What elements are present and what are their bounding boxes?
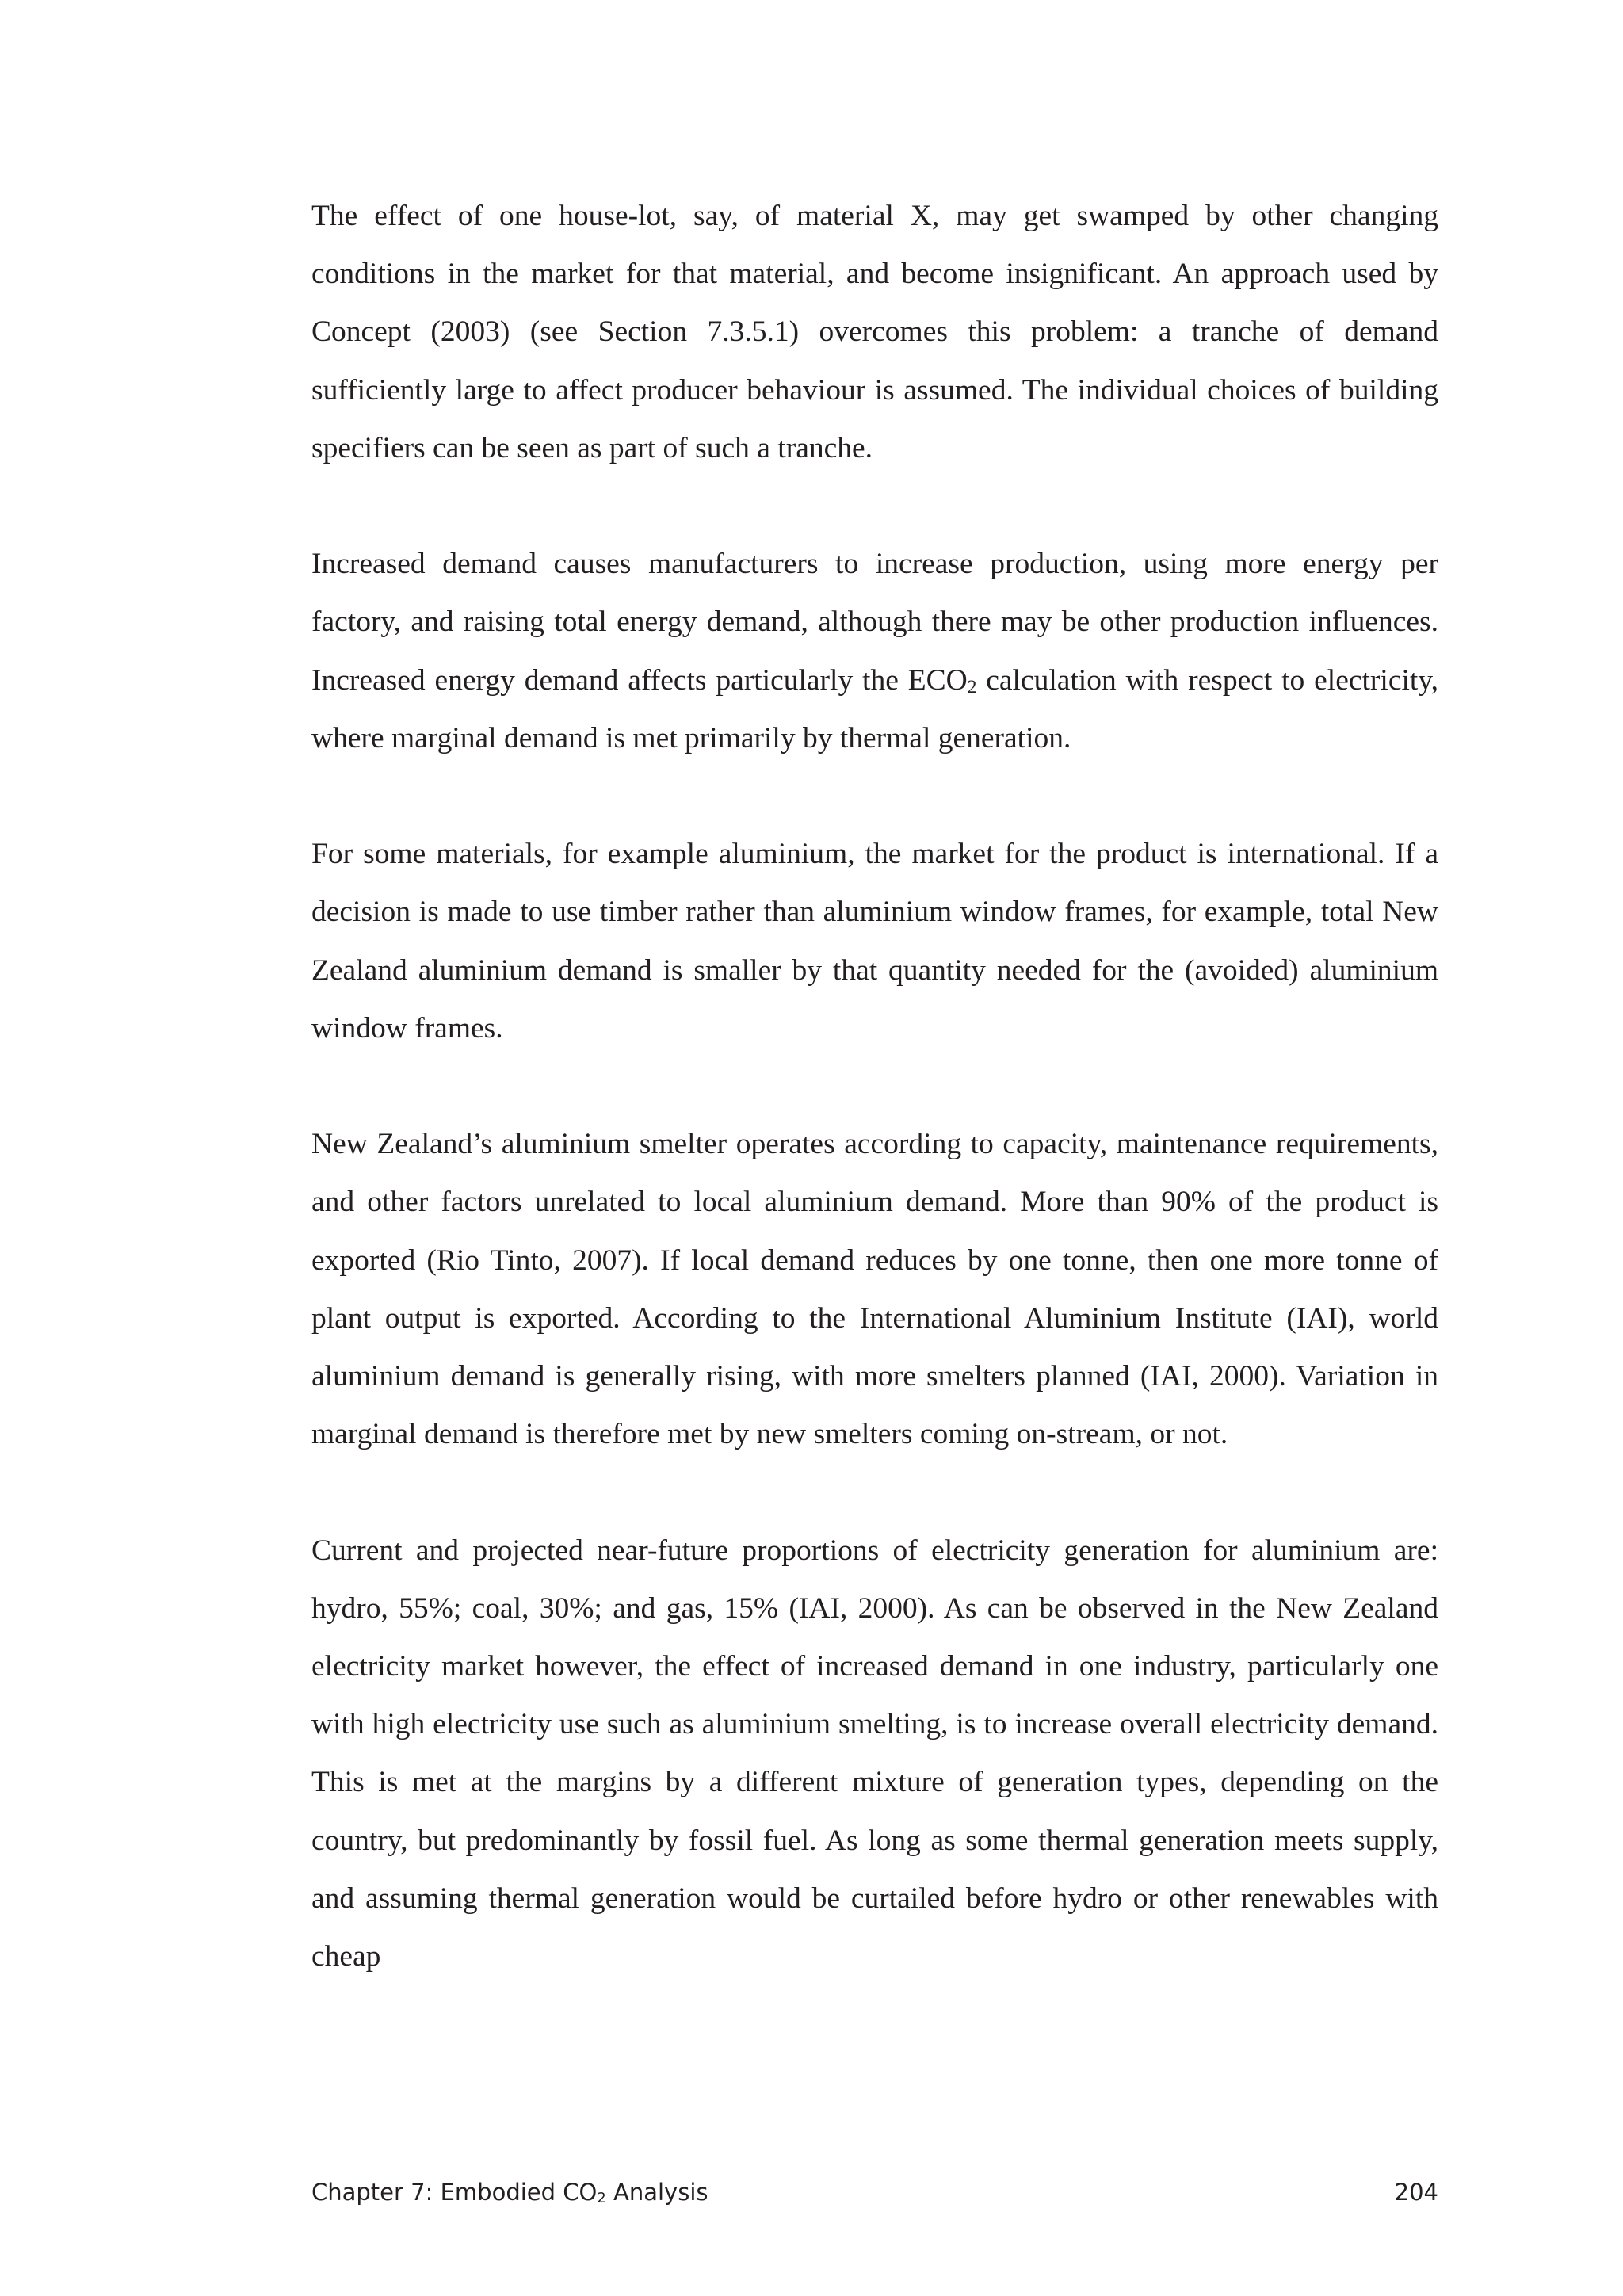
paragraph-2 (311, 535, 1438, 767)
footer-chapter-text-a: Chapter 7: Embodied CO (311, 2179, 598, 2206)
paragraph-1: The effect of one house-lot, say, of material X, may get swamped by other changing conditions in the market for that material, and become insignificant. An approach used by Concept (2003) (see Section 7.3.5.1) overcomes this problem: a tranche of demand sufficiently large to affect producer behaviour is assumed. The individual choices of building specifiers can be seen as part of such a tranche. (311, 200, 1438, 464)
paragraph-3: For some materials, for example aluminium, the market for the product is international. If a decision is made to use timber rather than aluminium window frames, for example, total New Zealand aluminium demand is smaller by that quantity needed for the (avoided) aluminium window frames. (311, 838, 1438, 1045)
paragraph-2-text-a: Increased demand causes manufacturers to increase production, using more energy per factory, and raising total energy demand, although there may be other production influences. Increased energy demand affects particularly the ECO (311, 548, 1438, 697)
body-text (311, 187, 1438, 2043)
footer-chapter-subscript: 2 (597, 2190, 606, 2207)
footer-chapter-title (311, 2176, 708, 2208)
paragraph-4: New Zealand’s aluminium smelter operates according to capacity, maintenance requirements, and other factors unrelated to local aluminium demand. More than 90% of the product is exported (Rio Tinto, 2007). If local demand reduces by one tonne, then one more tonne of plant output is exported. According to the International Aluminium Institute (IAI), world aluminium demand is generally rising, with more smelters planned (IAI, 2000). Variation in marginal demand is therefore met by new smelters coming on-stream, or not. (311, 1128, 1438, 1451)
page-number: 204 (1394, 2179, 1438, 2206)
footer-chapter-text-b: Analysis (605, 2179, 708, 2206)
paragraph-2-subscript: 2 (967, 676, 977, 697)
paragraph-5: Current and projected near-future proportions of electricity generation for aluminium are: hydro, 55%; coal, 30%; and gas, 15% (IAI, 2000). As can be observed in the New Zealand electricity market however, the effect of increased demand in one industry, particularly one with high electricity use such as aluminium smelting, is to increase overall electricity demand. This is met at the margins by a different mixture of generation types, depending on the country, but predominantly by fossil fuel. As long as some thermal generation meets supply, and assuming thermal generation would be curtailed before hydro or other renewables with cheap (311, 1534, 1438, 1973)
paragraph-2-text-b: calculation with respect to electricity, where marginal demand is met primarily by thermal generation. (311, 663, 1439, 755)
